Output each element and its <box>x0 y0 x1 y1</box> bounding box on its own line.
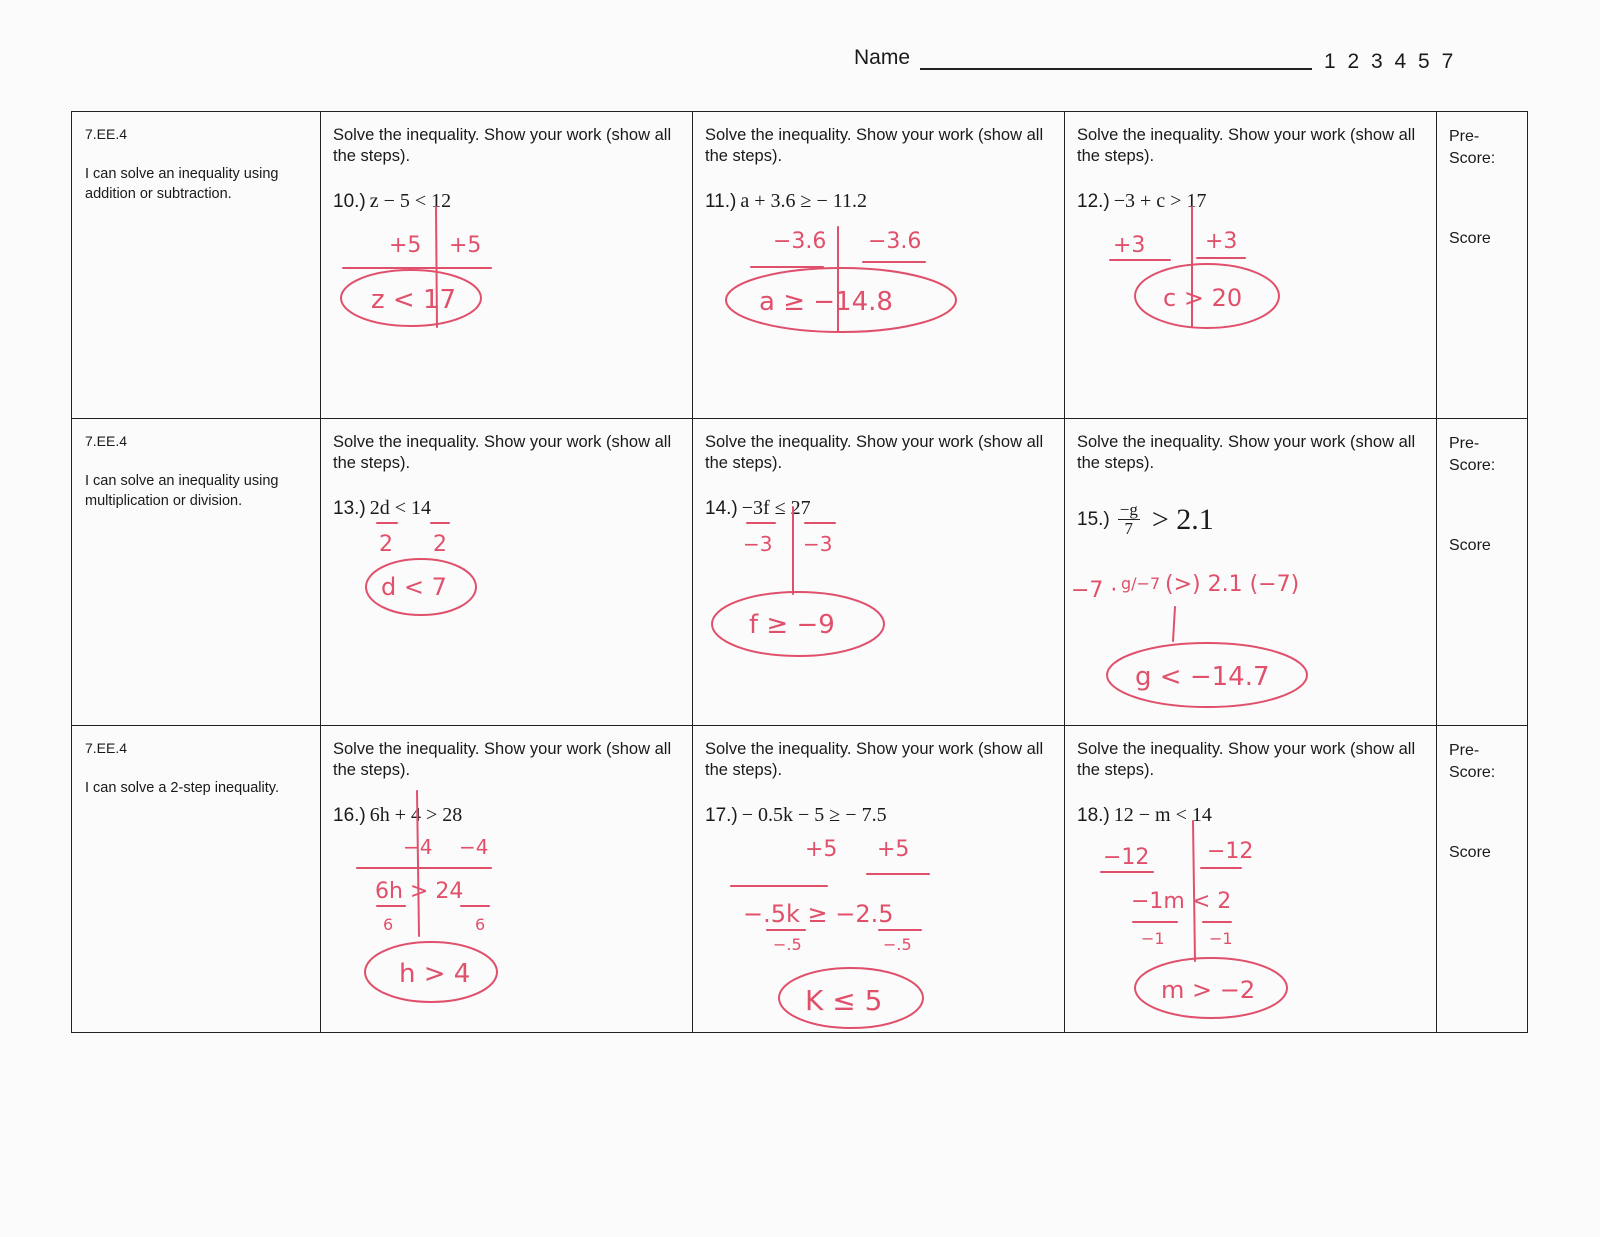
work-step: +3 <box>1113 233 1146 258</box>
problem-cell[interactable] <box>1065 112 1437 419</box>
standard-code: 7.EE.4 <box>85 126 128 142</box>
work-step: −3 <box>743 532 773 556</box>
problem-expression: 12 − m < 14 <box>1113 804 1212 826</box>
work-step: 2 <box>379 532 393 557</box>
instructions: Solve the inequality. Show your work (show all the steps). <box>705 126 1044 165</box>
pre-score-label: Pre- Score: <box>1449 742 1496 781</box>
work-answer: z < 17 <box>371 285 457 315</box>
instructions: Solve the inequality. Show your work (show all the steps). <box>1077 740 1416 779</box>
problem-question: 18.) 12 − m < 14 <box>1077 804 1212 826</box>
problem-question: 13.) 2d < 14 <box>333 497 432 519</box>
work-step: −.5 <box>773 935 802 954</box>
handwritten-work <box>321 112 692 418</box>
table-row <box>72 726 1528 1033</box>
problem-cell[interactable] <box>1065 419 1437 726</box>
problem-cell[interactable] <box>693 419 1065 726</box>
problem-question: 15.) −g 7 > 2.1 <box>1077 500 1214 538</box>
table-row <box>72 112 1528 419</box>
work-step: −7 · <box>1071 578 1118 603</box>
handwritten-work <box>1065 419 1436 725</box>
worksheet-table <box>71 111 1528 1033</box>
handwritten-work <box>1065 726 1436 1032</box>
handwritten-work <box>321 726 692 1032</box>
work-step: +5 <box>389 233 422 258</box>
score-cell[interactable] <box>1437 419 1528 726</box>
work-step: −1 <box>1141 929 1165 948</box>
work-step: −12 <box>1103 845 1150 870</box>
problem-cell[interactable] <box>693 112 1065 419</box>
instructions: Solve the inequality. Show your work (show all the steps). <box>705 433 1044 472</box>
handwritten-work <box>693 419 1064 725</box>
work-step: −4 <box>403 835 433 859</box>
problem-cell[interactable] <box>321 112 693 419</box>
standard-code: 7.EE.4 <box>85 433 128 449</box>
work-step: −4 <box>459 835 489 859</box>
score-cell[interactable] <box>1437 112 1528 419</box>
pre-score-label: Pre- Score: <box>1449 435 1496 474</box>
standard-cell <box>72 419 321 726</box>
score-label: Score <box>1449 537 1491 554</box>
work-step: −3.6 <box>773 229 827 254</box>
problem-expression: a + 3.6 ≥ − 11.2 <box>740 190 868 212</box>
table-row <box>72 419 1528 726</box>
work-step: −.5k ≥ −2.5 <box>743 900 894 928</box>
problem-expression: 2d < 14 <box>369 497 432 519</box>
problem-expression: −3 + c > 17 <box>1113 190 1207 212</box>
work-step: 6h > 24 <box>375 879 464 904</box>
problem-expression: z − 5 < 12 <box>369 190 452 212</box>
problem-cell[interactable] <box>321 726 693 1033</box>
work-step: +5 <box>449 233 482 258</box>
work-answer: g < −14.7 <box>1135 662 1270 692</box>
problem-expression: − 0.5k − 5 ≥ − 7.5 <box>741 804 887 826</box>
name-input-line[interactable] <box>920 44 1312 70</box>
class-periods: 1 2 3 4 5 7 <box>1324 50 1457 73</box>
work-step: +5 <box>805 837 838 862</box>
standard-cell <box>72 726 321 1033</box>
score-cell[interactable] <box>1437 726 1528 1033</box>
work-step: g/−7 <box>1121 574 1161 593</box>
work-step: −3.6 <box>868 229 922 254</box>
handwritten-work <box>321 419 692 725</box>
work-step: −12 <box>1207 839 1254 864</box>
work-step: −1m < 2 <box>1131 889 1232 914</box>
work-step: −.5 <box>883 935 912 954</box>
problem-question: 12.) −3 + c > 17 <box>1077 190 1207 212</box>
instructions: Solve the inequality. Show your work (show all the steps). <box>705 740 1044 779</box>
work-step: 6 <box>475 915 486 934</box>
work-answer: d < 7 <box>381 573 447 601</box>
instructions: Solve the inequality. Show your work (show all the steps). <box>1077 433 1416 472</box>
score-label: Score <box>1449 844 1491 861</box>
instructions: Solve the inequality. Show your work (show all the steps). <box>1077 126 1416 165</box>
problem-cell[interactable] <box>693 726 1065 1033</box>
score-label: Score <box>1449 230 1491 247</box>
problem-question: 10.) z − 5 < 12 <box>333 190 452 212</box>
problem-question: 17.) − 0.5k − 5 ≥ − 7.5 <box>705 804 887 826</box>
handwritten-work <box>1065 112 1436 418</box>
work-step: −3 <box>803 532 833 556</box>
problem-expression: −3f ≤ 27 <box>741 497 811 519</box>
instructions: Solve the inequality. Show your work (show all the steps). <box>333 433 672 472</box>
work-answer: K ≤ 5 <box>805 984 883 1017</box>
standard-text: I can solve an inequality using addition or subtraction. <box>85 166 279 202</box>
work-answer: f ≥ −9 <box>749 610 835 640</box>
problem-expression: > 2.1 <box>1151 502 1214 536</box>
problem-question: 11.) a + 3.6 ≥ − 11.2 <box>705 190 868 212</box>
work-step: −1 <box>1209 929 1233 948</box>
standard-cell <box>72 112 321 419</box>
standard-text: I can solve a 2-step inequality. <box>85 780 279 796</box>
work-step: 2 <box>433 532 447 557</box>
name-label: Name <box>854 44 1312 70</box>
work-step: (>) 2.1 (−7) <box>1165 572 1300 597</box>
problem-question: 16.) 6h + 4 > 28 <box>333 804 463 826</box>
problem-cell[interactable] <box>321 419 693 726</box>
problem-question: 14.) −3f ≤ 27 <box>705 497 811 519</box>
work-answer: c > 20 <box>1163 284 1243 312</box>
work-step: +3 <box>1205 229 1238 254</box>
handwritten-work <box>693 112 1064 418</box>
pre-score-label: Pre- Score: <box>1449 128 1496 167</box>
standard-code: 7.EE.4 <box>85 740 128 756</box>
handwritten-work <box>693 726 1064 1032</box>
instructions: Solve the inequality. Show your work (show all the steps). <box>333 740 672 779</box>
fraction: −g 7 <box>1119 500 1138 538</box>
work-step: 6 <box>383 915 394 934</box>
standard-text: I can solve an inequality using multiplication or division. <box>85 473 279 509</box>
problem-cell[interactable] <box>1065 726 1437 1033</box>
instructions: Solve the inequality. Show your work (show all the steps). <box>333 126 672 165</box>
problem-expression: 6h + 4 > 28 <box>369 804 463 826</box>
work-answer: a ≥ −14.8 <box>759 287 893 317</box>
work-answer: h > 4 <box>399 959 471 989</box>
work-answer: m > −2 <box>1161 976 1256 1004</box>
work-step: +5 <box>877 837 910 862</box>
